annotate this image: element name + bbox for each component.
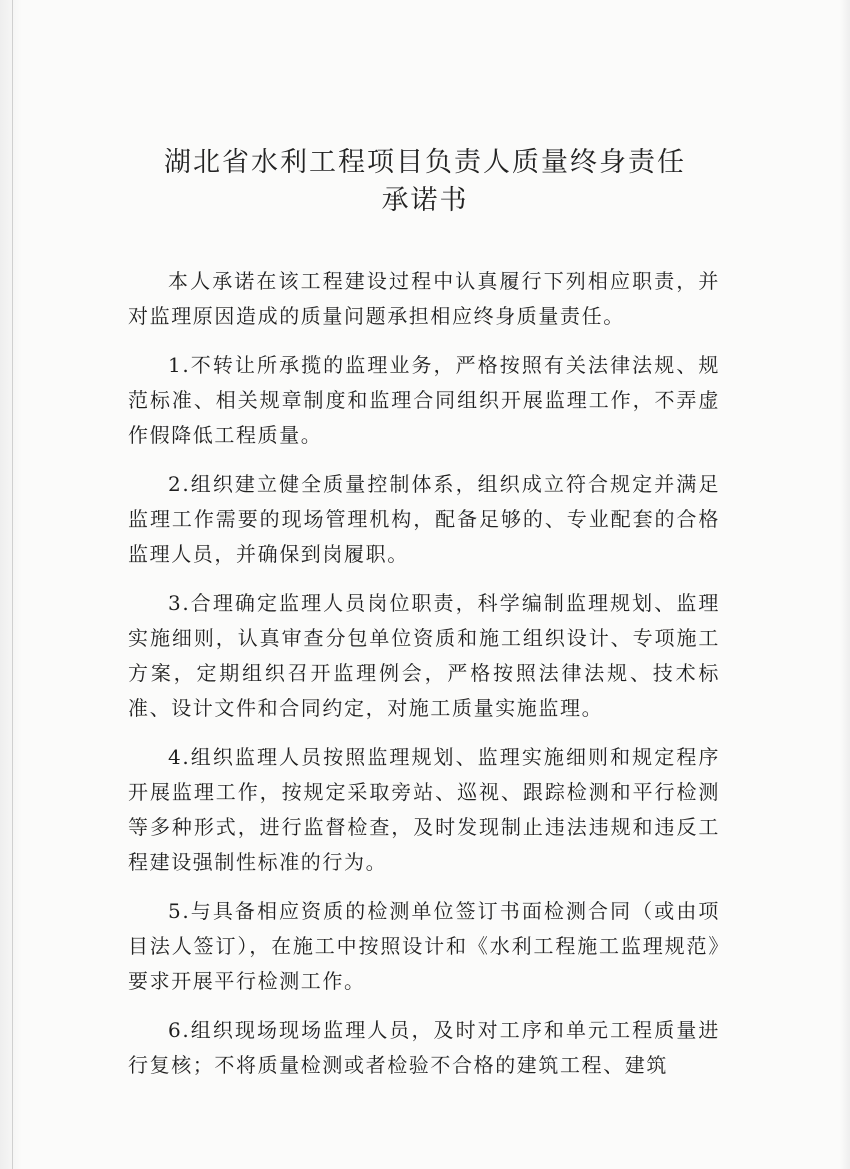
scan-binding-line — [12, 0, 13, 1169]
paragraph-item-6: 6.组织现场现场监理人员，及时对工序和单元工程质量进行复核；不将质量检测或者检验不合格的建筑工程、建筑 — [128, 1018, 720, 1077]
document-body — [128, 264, 720, 1097]
paragraph-item-3: 3.合理确定监理人员岗位职责，科学编制监理规划、监理实施细则，认真审查分包单位资质和施工组织设计、专项施工方案，定期组织召开监理例会，严格按照法律法规、技术标准、设计文件和合同约定，对施工质量实施监理。 — [128, 591, 720, 720]
document-title-line1: 湖北省水利工程项目负责人质量终身责任 — [164, 147, 686, 178]
scan-edge-left — [0, 0, 22, 1169]
paragraph-item-1: 1.不转让所承揽的监理业务，严格按照有关法律法规、规范标准、相关规章制度和监理合同组织开展监理工作，不弄虚作假降低工程质量。 — [128, 353, 720, 447]
paragraph-intro: 本人承诺在该工程建设过程中认真履行下列相应职责，并对监理原因造成的质量问题承担相应终身质量责任。 — [128, 269, 720, 328]
paragraph-item-2: 2.组织建立健全质量控制体系，组织成立符合规定并满足监理工作需要的现场管理机构，配备足够的、专业配套的合格监理人员，并确保到岗履职。 — [128, 472, 720, 566]
document-title-line2: 承诺书 — [381, 185, 469, 216]
paragraph-item-4: 4.组织监理人员按照监理规划、监理实施细则和规定程序开展监理工作，按规定采取旁站、巡视、跟踪检测和平行检测等多种形式，进行监督检查，及时发现制止违法违规和违反工程建设强制性标准的行为。 — [128, 745, 720, 874]
paragraph-item-5: 5.与具备相应资质的检测单位签订书面检测合同（或由项目法人签订），在施工中按照设计和《水利工程施工监理规范》要求开展平行检测工作。 — [128, 899, 720, 993]
scan-edge-right — [840, 0, 850, 1169]
